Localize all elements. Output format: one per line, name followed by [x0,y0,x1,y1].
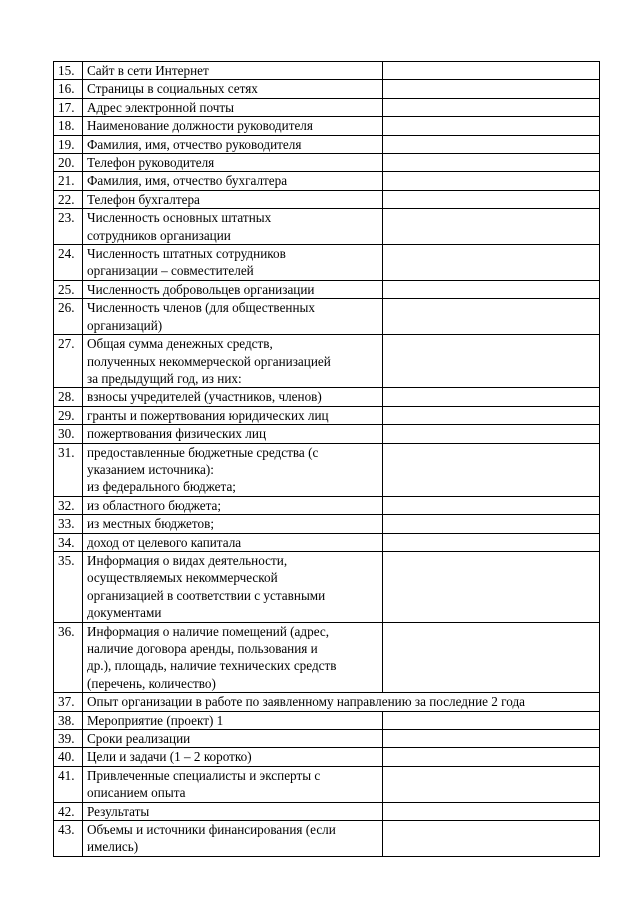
row-label: Фамилия, имя, отчество бухгалтера [83,172,383,190]
row-value-field[interactable] [383,821,600,857]
row-number: 17. [54,98,83,116]
row-label: Адрес электронной почты [83,98,383,116]
table-row [54,496,600,514]
row-value-field[interactable] [383,388,600,406]
row-label: Численность штатных сотрудников организации – совместителей [83,245,383,281]
row-label: пожертвования физических лиц [83,425,383,443]
row-number: 34. [54,533,83,551]
row-value-field[interactable] [383,190,600,208]
row-number: 16. [54,80,83,98]
row-number: 41. [54,766,83,802]
row-number: 28. [54,388,83,406]
row-number: 15. [54,62,83,80]
row-label: Численность добровольцев организации [83,280,383,298]
row-label: Результаты [83,802,383,820]
row-label: Мероприятие (проект) 1 [83,711,383,729]
row-number: 33. [54,515,83,533]
row-label: Наименование должности руководителя [83,117,383,135]
table-row [54,406,600,424]
row-value-field[interactable] [383,766,600,802]
table-row [54,730,600,748]
row-value-field[interactable] [383,154,600,172]
table-row [54,802,600,820]
row-label: взносы учредителей (участников, членов) [83,388,383,406]
row-value-field[interactable] [383,622,600,693]
row-value-field[interactable] [383,496,600,514]
table-row [54,190,600,208]
row-value-field[interactable] [383,515,600,533]
row-number: 32. [54,496,83,514]
table-row [54,280,600,298]
table-row [54,245,600,281]
row-value-field[interactable] [383,533,600,551]
table-row [54,711,600,729]
row-number: 21. [54,172,83,190]
row-value-field[interactable] [383,299,600,335]
row-value-field[interactable] [383,730,600,748]
row-value-field[interactable] [383,406,600,424]
row-label: Телефон руководителя [83,154,383,172]
row-value-field[interactable] [383,443,600,496]
row-number: 42. [54,802,83,820]
table-row [54,335,600,388]
table-row [54,766,600,802]
row-value-field[interactable] [383,172,600,190]
row-value-field[interactable] [383,80,600,98]
table-row [54,443,600,496]
row-label: Привлеченные специалисты и эксперты с описанием опыта [83,766,383,802]
form-table [53,61,600,857]
row-label: из местных бюджетов; [83,515,383,533]
row-value-field[interactable] [383,425,600,443]
table-row [54,533,600,551]
row-value-field[interactable] [383,802,600,820]
table-row [54,135,600,153]
table-row [54,172,600,190]
row-number: 43. [54,821,83,857]
row-number: 22. [54,190,83,208]
row-label: Информация о наличие помещений (адрес, наличие договора аренды, пользования и др.), площадь, наличие технических средств (перечень, количество) [83,622,383,693]
row-number: 19. [54,135,83,153]
table-row [54,62,600,80]
row-number: 18. [54,117,83,135]
row-value-field[interactable] [383,245,600,281]
table-row [54,98,600,116]
row-label: гранты и пожертвования юридических лиц [83,406,383,424]
table-row [54,693,600,711]
row-number: 38. [54,711,83,729]
row-value-field[interactable] [383,62,600,80]
row-number: 37. [54,693,83,711]
row-number: 26. [54,299,83,335]
row-value-field[interactable] [383,209,600,245]
row-number: 35. [54,551,83,622]
row-label: Сроки реализации [83,730,383,748]
table-row [54,425,600,443]
row-label: предоставленные бюджетные средства (с указанием источника): из федерального бюджета; [83,443,383,496]
row-label: Цели и задачи (1 – 2 коротко) [83,748,383,766]
row-label: Численность основных штатных сотрудников организации [83,209,383,245]
row-value-field[interactable] [383,711,600,729]
table-row [54,748,600,766]
table-row [54,299,600,335]
table-row [54,209,600,245]
table-row [54,117,600,135]
row-value-field[interactable] [383,280,600,298]
table-row [54,551,600,622]
row-label: Сайт в сети Интернет [83,62,383,80]
row-number: 23. [54,209,83,245]
row-label: Информация о видах деятельности, осуществляемых некоммерческой организацией в соответствии с уставными документами [83,551,383,622]
row-value-field[interactable] [383,551,600,622]
table-row [54,622,600,693]
row-number: 20. [54,154,83,172]
row-label: доход от целевого капитала [83,533,383,551]
row-label: Телефон бухгалтера [83,190,383,208]
table-row [54,515,600,533]
row-number: 24. [54,245,83,281]
row-value-field[interactable] [383,335,600,388]
row-number: 27. [54,335,83,388]
row-number: 30. [54,425,83,443]
row-number: 25. [54,280,83,298]
row-number: 29. [54,406,83,424]
table-row [54,388,600,406]
row-number: 31. [54,443,83,496]
row-number: 36. [54,622,83,693]
row-label: Фамилия, имя, отчество руководителя [83,135,383,153]
row-label: Общая сумма денежных средств, полученных некоммерческой организацией за предыдущий год, из них: [83,335,383,388]
row-value-field[interactable] [383,748,600,766]
row-value-field[interactable] [383,135,600,153]
row-value-field[interactable] [383,98,600,116]
table-row [54,80,600,98]
table-row [54,154,600,172]
row-label: Численность членов (для общественных организаций) [83,299,383,335]
row-label: Объемы и источники финансирования (если имелись) [83,821,383,857]
table-row [54,821,600,857]
form-rows [54,62,600,857]
row-label: Опыт организации в работе по заявленному направлению за последние 2 года [83,693,600,711]
row-value-field[interactable] [383,117,600,135]
row-label: Страницы в социальных сетях [83,80,383,98]
row-label: из областного бюджета; [83,496,383,514]
row-number: 40. [54,748,83,766]
row-number: 39. [54,730,83,748]
